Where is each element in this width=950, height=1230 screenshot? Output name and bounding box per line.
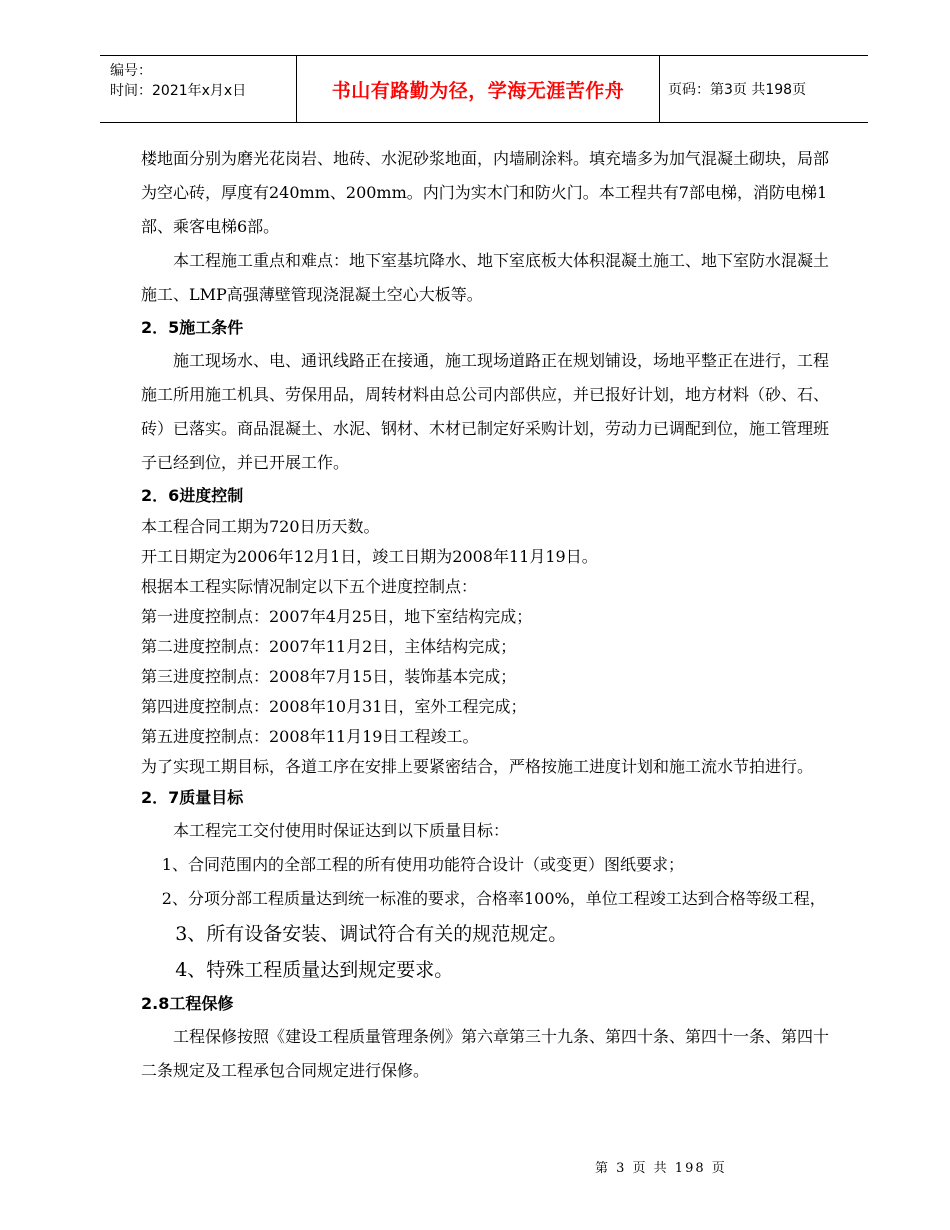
document-body xyxy=(141,142,841,1088)
paragraph: 本工程完工交付使用时保证达到以下质量目标： xyxy=(173,821,510,840)
document-code-label: 编号： xyxy=(110,63,152,79)
quality-item: 4、特殊工程质量达到规定要求。 xyxy=(175,959,454,981)
header-motto: 书山有路勤为径，学海无涯苦作舟 xyxy=(331,79,625,102)
milestone-line: 第一进度控制点：2007年4月25日，地下室结构完成； xyxy=(141,607,533,626)
header-page-cell xyxy=(660,56,876,122)
milestone-line: 第四进度控制点：2008年10月31日，室外工程完成； xyxy=(141,697,527,716)
header-page-info: 页码：第3页 共198页 xyxy=(668,82,807,98)
section-heading: 2．6进度控制 xyxy=(141,486,244,505)
paragraph: 楼地面分别为磨光花岗岩、地砖、水泥砂浆地面，内墙刷涂料。填充墙多为加气混凝土砌块，局部为空心砖，厚度有240mm、200mm。内门为实木门和防火门。本工程共有7部电梯，消防电梯1部、乘客电梯6部。 xyxy=(141,149,830,236)
paragraph: 施工现场水、电、通讯线路正在接通，施工现场道路正在规划铺设，场地平整正在进行，工程施工所用施工机具、劳保用品，周转材料由总公司内部供应，并已报好计划，地方材料（砂、石、砖）已落实。商品混凝土、水泥、钢材、木材已制定好采购计划，劳动力已调配到位，施工管理班子已经到位，并已开展工作。 xyxy=(141,351,830,472)
paragraph: 本工程施工重点和难点：地下室基坑降水、地下室底板大体积混凝土施工、地下室防水混凝土施工、LMP高强薄壁管现浇混凝土空心大板等。 xyxy=(141,251,830,304)
milestone-line: 第二进度控制点：2007年11月2日，主体结构完成； xyxy=(141,637,517,656)
text-line: 根据本工程实际情况制定以下五个进度控制点： xyxy=(141,577,478,596)
section-heading: 2．7质量目标 xyxy=(141,788,244,807)
text-line: 为了实现工期目标，各道工序在安排上要紧密结合，严格按施工进度计划和施工流水节拍进行。 xyxy=(141,757,814,776)
paragraph: 工程保修按照《建设工程质量管理条例》第六章第三十九条、第四十条、第四十一条、第四十二条规定及工程承包合同规定进行保修。 xyxy=(141,1027,830,1080)
quality-item: 2、分项分部工程质量达到统一标准的要求，合格率100%，单位工程竣工达到合格等级工程， xyxy=(161,889,826,908)
text-line: 本工程合同工期为720日历天数。 xyxy=(141,517,380,536)
page-footer: 第 3 页 共 198 页 xyxy=(595,1161,727,1176)
quality-item: 3、所有设备安装、调试符合有关的规范规定。 xyxy=(175,923,568,945)
document-time-label: 时间：2021年x月x日 xyxy=(110,83,247,99)
header-motto-cell xyxy=(297,56,660,122)
text-line: 开工日期定为2006年12月1日，竣工日期为2008年11月19日。 xyxy=(141,547,598,566)
milestone-line: 第五进度控制点：2008年11月19日工程竣工。 xyxy=(141,727,479,746)
section-heading: 2．5施工条件 xyxy=(141,318,244,337)
page-header xyxy=(100,55,868,123)
milestone-line: 第三进度控制点：2008年7月15日，装饰基本完成； xyxy=(141,667,517,686)
header-meta-cell xyxy=(100,56,297,122)
quality-item: 1、合同范围内的全部工程的所有使用功能符合设计（或变更）图纸要求； xyxy=(161,855,684,874)
section-heading: 2.8工程保修 xyxy=(141,994,234,1013)
